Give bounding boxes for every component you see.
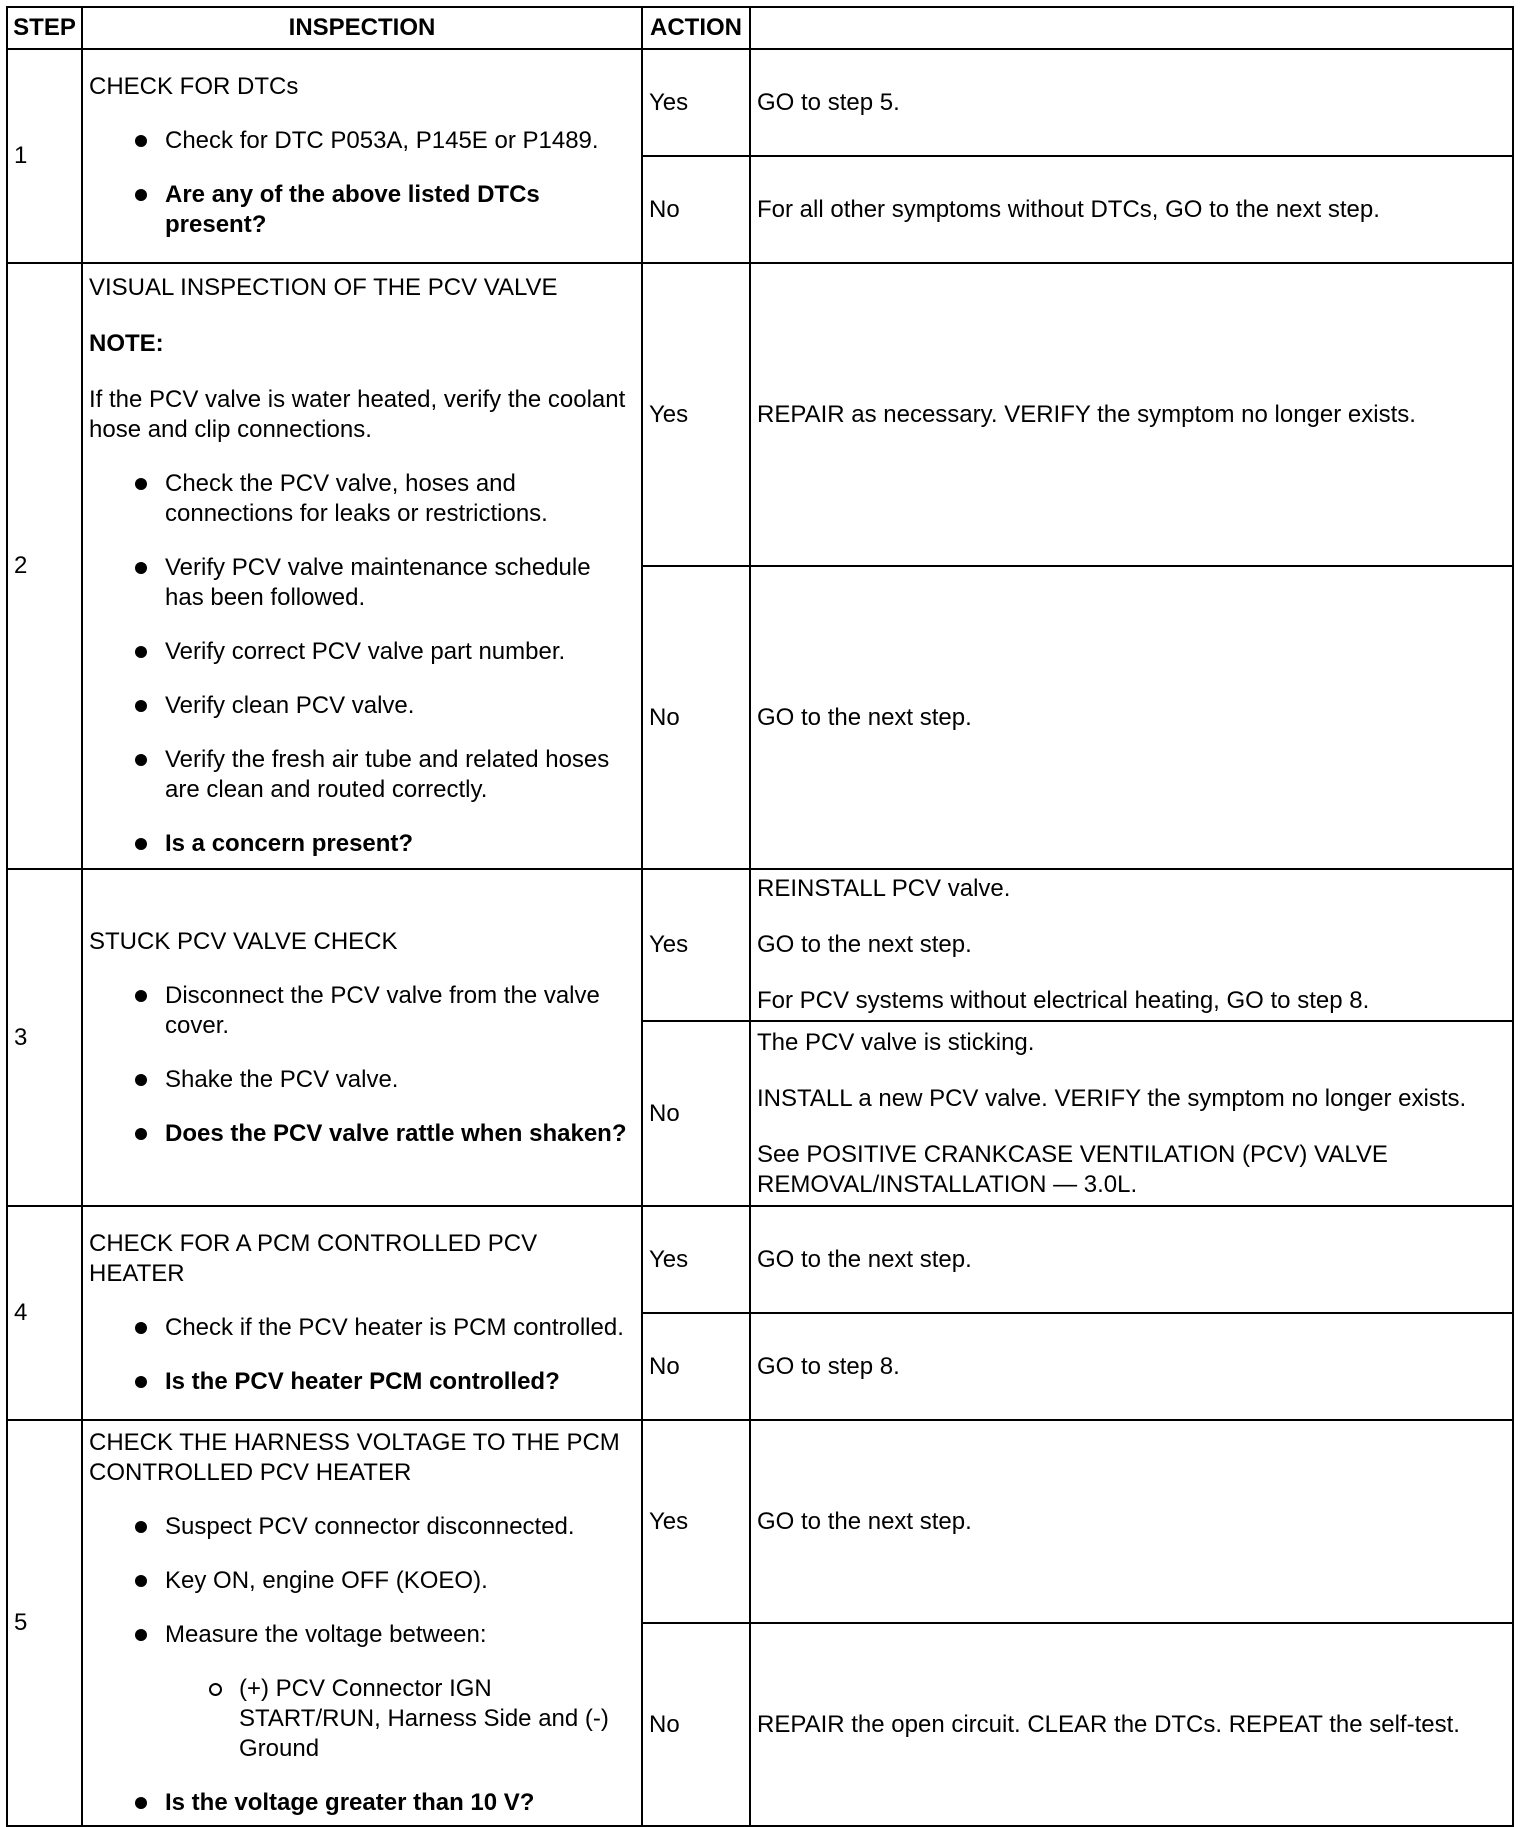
step-number: 4 <box>7 1206 82 1420</box>
action-no: For all other symptoms without DTCs, GO to the next step. <box>750 156 1513 263</box>
inspection-question: Is the voltage greater than 10 V? <box>89 1788 635 1818</box>
inspection-question: Does the PCV valve rattle when shaken? <box>89 1119 635 1149</box>
inspection-bullet: Suspect PCV connector disconnected. <box>89 1512 635 1542</box>
inspection-bullet: Key ON, engine OFF (KOEO). <box>89 1566 635 1596</box>
step-5-yes-row <box>7 1420 1513 1623</box>
action-no: GO to the next step. <box>750 566 1513 869</box>
inspection-bullet: Check for DTC P053A, P145E or P1489. <box>89 126 635 156</box>
step-number: 5 <box>7 1420 82 1826</box>
inspection-title: CHECK THE HARNESS VOLTAGE TO THE PCM CONTROLLED PCV HEATER <box>89 1429 620 1486</box>
answer-no: No <box>642 566 750 869</box>
answer-yes: Yes <box>642 1420 750 1623</box>
inspection-title: VISUAL INSPECTION OF THE PCV VALVE <box>89 274 558 301</box>
inspection-cell <box>82 869 642 1206</box>
answer-yes: Yes <box>642 263 750 566</box>
step-number: 2 <box>7 263 82 869</box>
header-result <box>750 7 1513 49</box>
inspection-bullet: Check the PCV valve, hoses and connections for leaks or restrictions. <box>89 469 635 529</box>
answer-yes: Yes <box>642 869 750 1021</box>
action-no: REPAIR the open circuit. CLEAR the DTCs. REPEAT the self-test. <box>750 1623 1513 1826</box>
action-line: GO to the next step. <box>757 931 972 958</box>
action-yes: GO to the next step. <box>750 1206 1513 1313</box>
answer-yes: Yes <box>642 1206 750 1313</box>
note-text: If the PCV valve is water heated, verify the coolant hose and clip connections. <box>89 386 626 443</box>
inspection-question: Is the PCV heater PCM controlled? <box>89 1367 635 1397</box>
action-line: For PCV systems without electrical heating, GO to step 8. <box>757 987 1370 1014</box>
step-number: 3 <box>7 869 82 1206</box>
diagnostic-table <box>6 6 1514 1827</box>
header-action: ACTION <box>642 7 750 49</box>
action-yes-cell <box>750 869 1513 1021</box>
answer-no: No <box>642 1623 750 1826</box>
action-line: REINSTALL PCV valve. <box>757 875 1011 902</box>
action-line: The PCV valve is sticking. <box>757 1028 1035 1056</box>
inspection-cell <box>82 1206 642 1420</box>
inspection-bullet: Verify correct PCV valve part number. <box>89 637 635 667</box>
header-step: STEP <box>7 7 82 49</box>
step-3-yes-row <box>7 869 1513 1021</box>
inspection-question: Is a concern present? <box>89 829 635 859</box>
inspection-bullet: Shake the PCV valve. <box>89 1065 635 1095</box>
action-line: See POSITIVE CRANKCASE VENTILATION (PCV) VALVE REMOVAL/INSTALLATION — 3.0L. <box>757 1140 1388 1198</box>
answer-no: No <box>642 1021 750 1206</box>
inspection-question: Are any of the above listed DTCs present? <box>89 180 635 240</box>
step-number: 1 <box>7 49 82 263</box>
inspection-cell <box>82 49 642 263</box>
action-yes: REPAIR as necessary. VERIFY the symptom no longer exists. <box>750 263 1513 566</box>
inspection-title: CHECK FOR A PCM CONTROLLED PCV HEATER <box>89 1230 538 1287</box>
action-no: GO to step 8. <box>750 1313 1513 1420</box>
action-yes: GO to the next step. <box>750 1420 1513 1623</box>
header-row <box>7 7 1513 49</box>
answer-no: No <box>642 1313 750 1420</box>
inspection-bullet: Verify clean PCV valve. <box>89 691 635 721</box>
inspection-cell <box>82 1420 642 1826</box>
answer-no: No <box>642 156 750 263</box>
action-line: INSTALL a new PCV valve. VERIFY the symptom no longer exists. <box>757 1084 1467 1112</box>
answer-yes: Yes <box>642 49 750 156</box>
step-2-yes-row <box>7 263 1513 566</box>
action-no-cell <box>750 1021 1513 1206</box>
inspection-bullet: Verify the fresh air tube and related hoses are clean and routed correctly. <box>89 745 635 805</box>
header-inspection: INSPECTION <box>82 7 642 49</box>
inspection-bullet: Measure the voltage between: <box>89 1620 635 1650</box>
inspection-title: STUCK PCV VALVE CHECK <box>89 927 398 955</box>
note-label: NOTE: <box>89 330 164 357</box>
inspection-bullet: Disconnect the PCV valve from the valve cover. <box>89 981 635 1041</box>
inspection-bullet: Check if the PCV heater is PCM controlled. <box>89 1313 635 1343</box>
inspection-bullet: Verify PCV valve maintenance schedule has been followed. <box>89 553 635 613</box>
action-yes: GO to step 5. <box>750 49 1513 156</box>
step-1-yes-row <box>7 49 1513 156</box>
step-4-yes-row <box>7 1206 1513 1313</box>
inspection-cell <box>82 263 642 869</box>
inspection-title: CHECK FOR DTCs <box>89 73 299 100</box>
inspection-sub-bullet: (+) PCV Connector IGN START/RUN, Harness Side and (-) Ground <box>89 1674 635 1764</box>
